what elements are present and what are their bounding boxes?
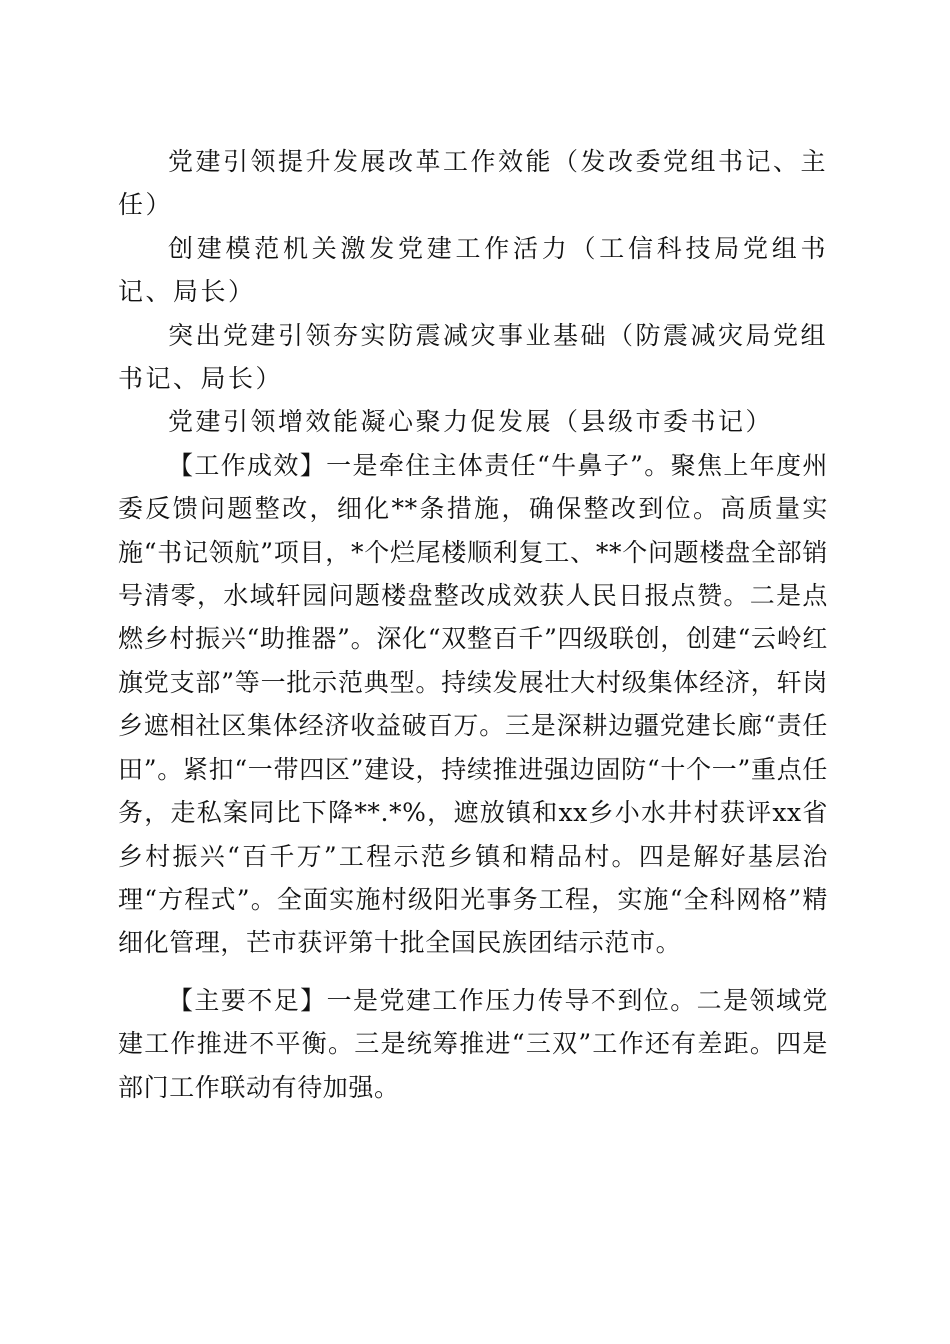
work-results-paragraph: 【工作成效】一是牵住主体责任“牛鼻子”。聚焦上年度州委反馈问题整改，细化**条措施，确保整改到位。高质量实施“书记领航”项目，*个烂尾楼顺利复工、**个问题楼盘全部销号清零，水域轩园问题楼盘整改成效获人民日报点赞。二是点燃乡村振兴“助推器”。深化“双整百千”四级联创，创建“云岭红旗党支部”等一批示范典型。持续发展壮大村级集体经济，轩岗乡遮相社区集体经济收益破百万。三是深耕边疆党建长廊“责任田”。紧扣“一带四区”建设，持续推进强边固防“十个一”重点任务，走私案同比下降**.*%，遮放镇和xx乡小水井村获评xx省乡村振兴“百千万”工程示范乡镇和精品村。四是解好基层治理“方程式”。全面实施村级阳光事务工程，实施“全科网格”精细化管理，芒市获评第十批全国民族团结示范市。 bbox=[118, 450, 828, 958]
title-gongxin: 创建模范机关激发党建工作活力（工信科技局党组书记、局长） bbox=[118, 233, 828, 307]
title-fangzhen: 突出党建引领夯实防震减灾事业基础（防震减灾局党组书记、局长） bbox=[118, 320, 829, 394]
title-fagaiwei: 党建引领提升发展改革工作效能（发改委党组书记、主任） bbox=[118, 147, 829, 220]
document-body bbox=[118, 140, 828, 1109]
main-shortcomings-paragraph: 【主要不足】一是党建工作压力传导不到位。二是领域党建工作推进不平衡。三是统筹推进“三双”工作还有差距。四是部门工作联动有待加强。 bbox=[118, 985, 828, 1102]
title-shiwei: 党建引领增效能凝心聚力促发展（县级市委书记） bbox=[168, 407, 774, 437]
